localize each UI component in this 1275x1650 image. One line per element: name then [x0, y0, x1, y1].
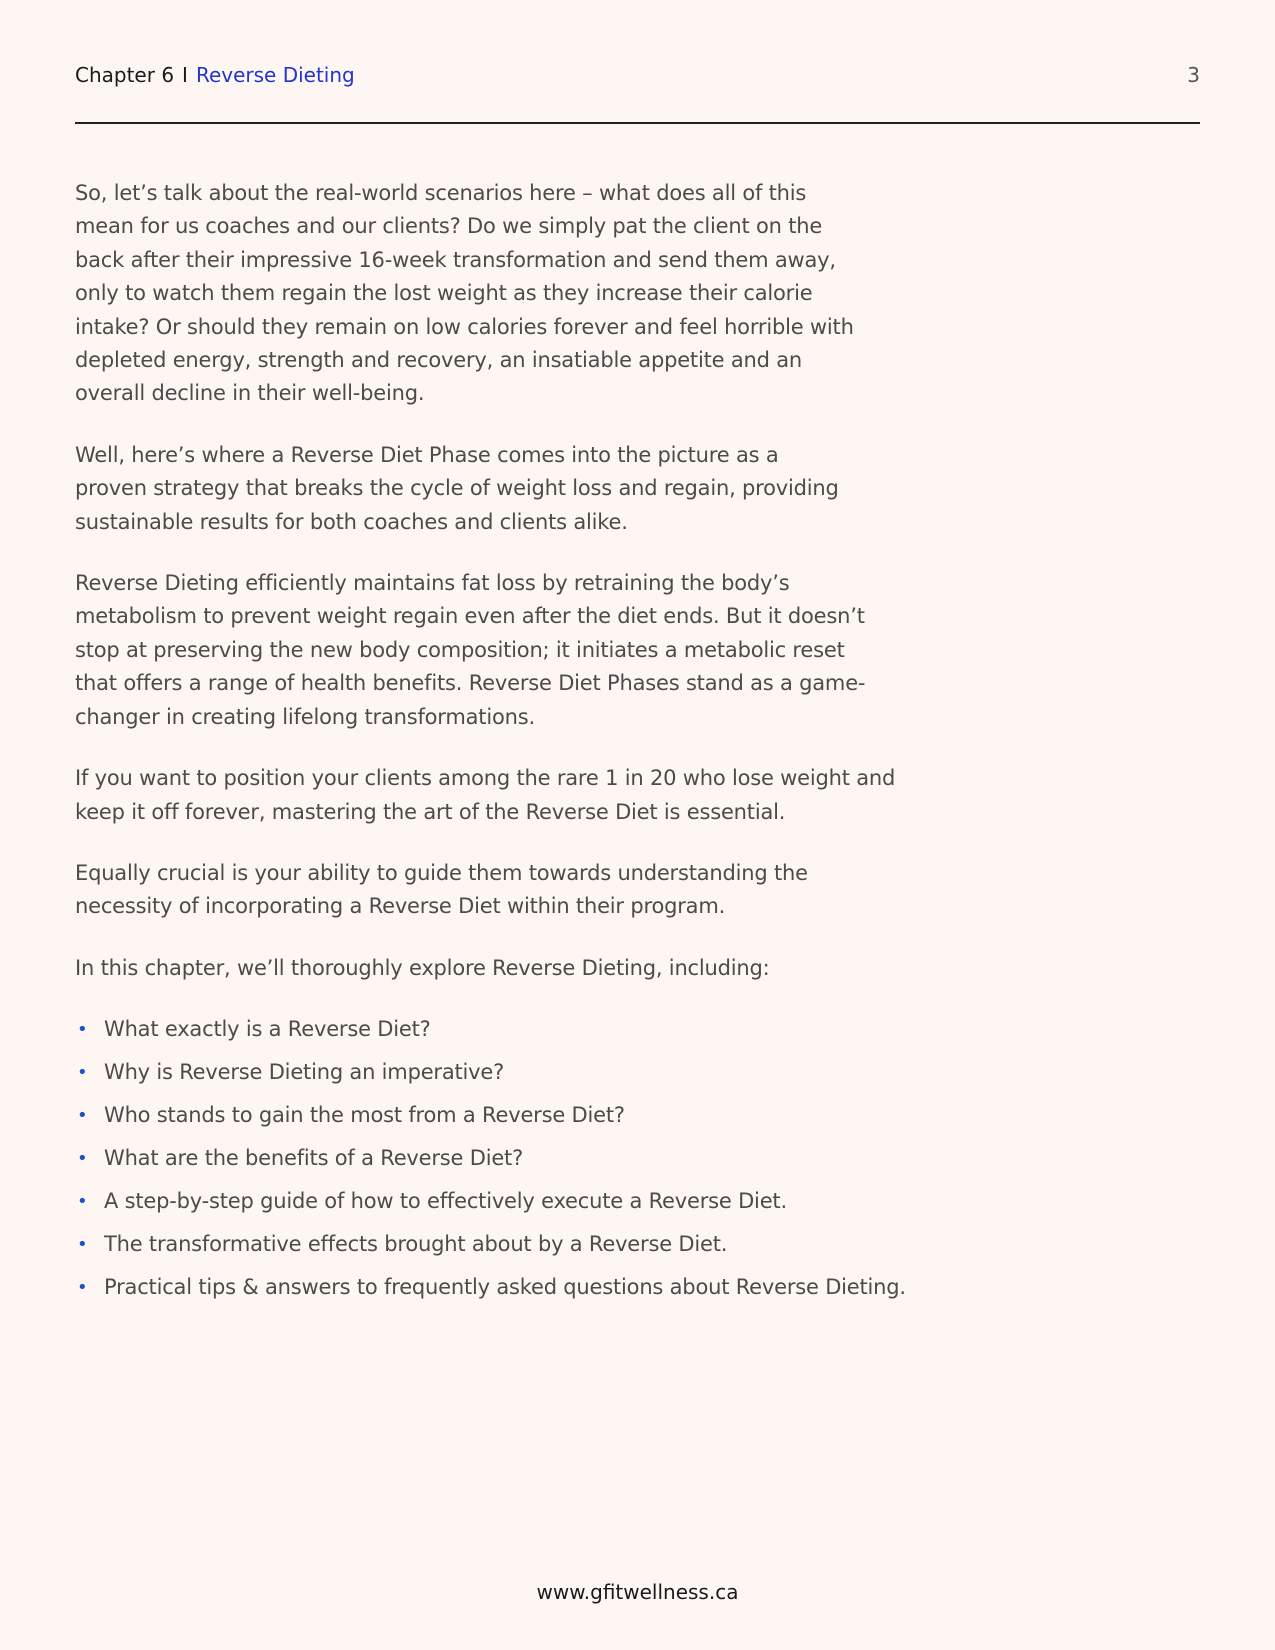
list-item — [75, 1228, 1075, 1261]
list-item-text: The transformative effects brought about by a Reverse Diet. — [104, 1232, 728, 1257]
paragraph — [75, 567, 1075, 734]
bullet-icon: • — [77, 1105, 88, 1127]
header-separator: I — [182, 63, 188, 87]
list-item — [75, 1142, 1075, 1175]
list-item — [75, 1013, 1075, 1046]
bullet-icon: • — [77, 1062, 88, 1084]
text-line: overall decline in their well-being. — [75, 381, 425, 406]
text-line: only to watch them regain the lost weight as they increase their calorie — [75, 281, 813, 306]
list-item — [75, 1056, 1075, 1089]
footer-website: www.gfitwellness.ca — [536, 1580, 739, 1604]
text-line: Well, here’s where a Reverse Diet Phase comes into the picture as a — [75, 442, 779, 467]
text-line: necessity of incorporating a Reverse Diet within their program. — [75, 894, 726, 919]
text-line: In this chapter, we’ll thoroughly explore Reverse Dieting, including: — [75, 955, 770, 980]
text-line: Reverse Dieting efficiently maintains fat loss by retraining the body’s — [75, 571, 790, 596]
text-line: back after their impressive 16-week transformation and send them away, — [75, 247, 836, 272]
list-item-text: What exactly is a Reverse Diet? — [104, 1017, 431, 1042]
paragraph — [75, 857, 1075, 924]
bullet-icon: • — [77, 1191, 88, 1213]
bullet-icon: • — [77, 1019, 88, 1041]
list-item-text: Practical tips & answers to frequently asked questions about Reverse Dieting. — [104, 1275, 906, 1300]
paragraph — [75, 762, 1075, 829]
paragraphs — [75, 177, 1075, 985]
bullet-icon: • — [77, 1148, 88, 1170]
list-item — [75, 1099, 1075, 1132]
list-item-text: Why is Reverse Dieting an imperative? — [104, 1060, 505, 1085]
text-line: changer in creating lifelong transformations. — [75, 704, 535, 729]
list-item-text: A step-by-step guide of how to effectively execute a Reverse Diet. — [104, 1189, 787, 1214]
text-line: keep it off forever, mastering the art of the Reverse Diet is essential. — [75, 799, 786, 824]
text-line: sustainable results for both coaches and clients alike. — [75, 509, 628, 534]
text-line: mean for us coaches and our clients? Do we simply pat the client on the — [75, 214, 823, 239]
list-item-text: Who stands to gain the most from a Reverse Diet? — [104, 1103, 625, 1128]
list-item-text: What are the benefits of a Reverse Diet? — [104, 1146, 524, 1171]
text-line: depleted energy, strength and recovery, an insatiable appetite and an — [75, 348, 802, 373]
list-item — [75, 1271, 1075, 1304]
page-number: 3 — [1187, 63, 1200, 87]
text-line: If you want to position your clients among the rare 1 in 20 who lose weight and — [75, 766, 896, 791]
list-item — [75, 1185, 1075, 1218]
paragraph — [75, 439, 1075, 539]
text-line: So, let’s talk about the real-world scenarios here – what does all of this — [75, 181, 807, 205]
paragraph — [75, 177, 1075, 411]
text-line: that offers a range of health benefits. Reverse Diet Phases stand as a game- — [75, 671, 866, 696]
page-body — [75, 177, 1075, 1314]
chapter-label: Chapter 6 — [75, 63, 175, 87]
chapter-title: Reverse Dieting — [195, 63, 355, 87]
text-line: Equally crucial is your ability to guide them towards understanding the — [75, 860, 808, 885]
paragraph — [75, 952, 1075, 985]
bullet-list — [75, 1013, 1075, 1304]
text-line: intake? Or should they remain on low calories forever and feel horrible with — [75, 314, 854, 339]
text-line: metabolism to prevent weight regain even after the diet ends. But it doesn’t — [75, 604, 865, 629]
text-line: stop at preserving the new body composition; it initiates a metabolic reset — [75, 637, 845, 662]
header-divider — [75, 122, 1200, 124]
running-header — [75, 63, 1200, 93]
bullet-icon: • — [77, 1234, 88, 1256]
bullet-icon: • — [77, 1277, 88, 1299]
text-line: proven strategy that breaks the cycle of weight loss and regain, providing — [75, 476, 839, 501]
